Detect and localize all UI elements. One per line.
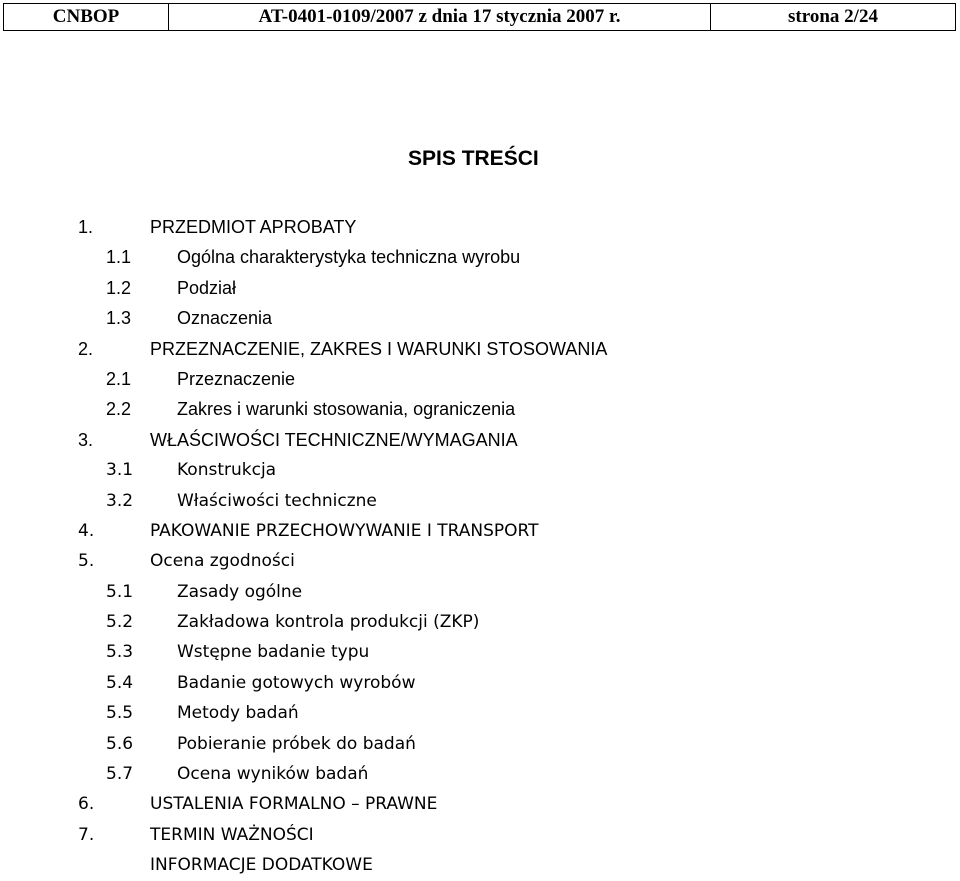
- toc-entry-title: Metody badań: [177, 703, 299, 724]
- table-of-contents: [0, 212, 960, 881]
- header-document-id: AT-0401-0109/2007 z dnia 17 stycznia 2007 r.: [169, 4, 711, 30]
- toc-entry[interactable]: [0, 486, 960, 516]
- toc-entry[interactable]: [0, 820, 960, 850]
- toc-entry-title: PRZEDMIOT APROBATY: [150, 217, 357, 237]
- toc-entry[interactable]: [0, 850, 960, 880]
- toc-entry[interactable]: [0, 698, 960, 728]
- toc-entry-title: Ogólna charakterystyka techniczna wyrobu: [177, 247, 521, 268]
- toc-entry-title: Zasady ogólne: [177, 581, 303, 602]
- toc-entry[interactable]: [0, 394, 960, 424]
- toc-entry-title: Oznaczenia: [177, 308, 273, 329]
- toc-entry[interactable]: [0, 425, 960, 455]
- toc-entry[interactable]: [0, 242, 960, 272]
- toc-entry[interactable]: [0, 516, 960, 546]
- toc-entry[interactable]: [0, 546, 960, 576]
- header-page-number: strona 2/24: [788, 6, 878, 27]
- toc-entry-title: INFORMACJE DODATKOWE: [150, 855, 373, 876]
- toc-entry-title: Zakres i warunki stosowania, ograniczenia: [177, 399, 516, 420]
- toc-entry-title: PAKOWANIE PRZECHOWYWANIE I TRANSPORT: [150, 520, 539, 541]
- toc-entry-number: 2.: [78, 338, 94, 359]
- toc-entry[interactable]: [0, 789, 960, 819]
- toc-entry-number: 1.: [78, 217, 94, 237]
- toc-entry-title: Zakładowa kontrola produkcji (ZKP): [177, 612, 480, 633]
- toc-entry-number: 5.6: [106, 733, 134, 754]
- toc-entry-title: Wstępne badanie typu: [177, 642, 370, 663]
- toc-entry-number: 6.: [78, 794, 95, 815]
- toc-entry[interactable]: [0, 759, 960, 789]
- toc-entry-title: TERMIN WAŻNOŚCI: [150, 824, 314, 845]
- header-org: CNBOP: [4, 4, 169, 30]
- toc-entry-title: Pobieranie próbek do badań: [177, 733, 416, 754]
- toc-entry-number: 5.: [78, 551, 95, 572]
- toc-entry-number: 2.1: [106, 368, 132, 389]
- toc-entry[interactable]: [0, 334, 960, 364]
- toc-entry-number: 1.2: [106, 277, 132, 298]
- toc-entry[interactable]: [0, 668, 960, 698]
- toc-entry-number: 7.: [78, 824, 95, 845]
- toc-entry-number: 3.: [78, 429, 94, 450]
- toc-entry-number: 3.1: [106, 460, 134, 481]
- toc-entry[interactable]: [0, 212, 960, 242]
- toc-entry-number: 2.2: [106, 399, 132, 420]
- toc-entry-title: Przeznaczenie: [177, 368, 296, 389]
- toc-entry[interactable]: [0, 729, 960, 759]
- document-header: [3, 3, 956, 31]
- toc-entry-number: 5.4: [106, 672, 134, 693]
- toc-entry-title: Właściwości techniczne: [177, 490, 377, 511]
- toc-entry-number: 5.1: [106, 581, 134, 602]
- toc-entry-number: 4.: [78, 520, 95, 541]
- toc-entry-title: Konstrukcja: [177, 460, 277, 481]
- toc-entry[interactable]: [0, 303, 960, 333]
- toc-entry-title: WŁAŚCIWOŚCI TECHNICZNE/WYMAGANIA: [150, 429, 518, 450]
- toc-entry[interactable]: [0, 364, 960, 394]
- toc-entry[interactable]: [0, 637, 960, 667]
- toc-entry-number: 5.7: [106, 764, 134, 785]
- toc-entry-number: 1.1: [106, 247, 132, 268]
- toc-entry-title: Ocena zgodności: [150, 551, 295, 572]
- toc-entry-title: USTALENIA FORMALNO – PRAWNE: [150, 794, 438, 815]
- toc-entry[interactable]: [0, 607, 960, 637]
- toc-entry-title: Ocena wyników badań: [177, 764, 369, 785]
- toc-entry[interactable]: [0, 455, 960, 485]
- toc-entry-number: 5.2: [106, 612, 134, 633]
- toc-entry-title: PRZEZNACZENIE, ZAKRES I WARUNKI STOSOWANIA: [150, 338, 608, 359]
- toc-entry-title: Badanie gotowych wyrobów: [177, 672, 416, 693]
- toc-entry-number: 5.5: [106, 703, 134, 724]
- toc-entry-number: 1.3: [106, 308, 132, 329]
- toc-title: SPIS TREŚCI: [408, 147, 539, 170]
- toc-entry-number: 3.2: [106, 490, 134, 511]
- toc-entry[interactable]: [0, 273, 960, 303]
- toc-entry-number: 5.3: [106, 642, 134, 663]
- toc-entry[interactable]: [0, 577, 960, 607]
- toc-entry-title: Podział: [177, 277, 237, 298]
